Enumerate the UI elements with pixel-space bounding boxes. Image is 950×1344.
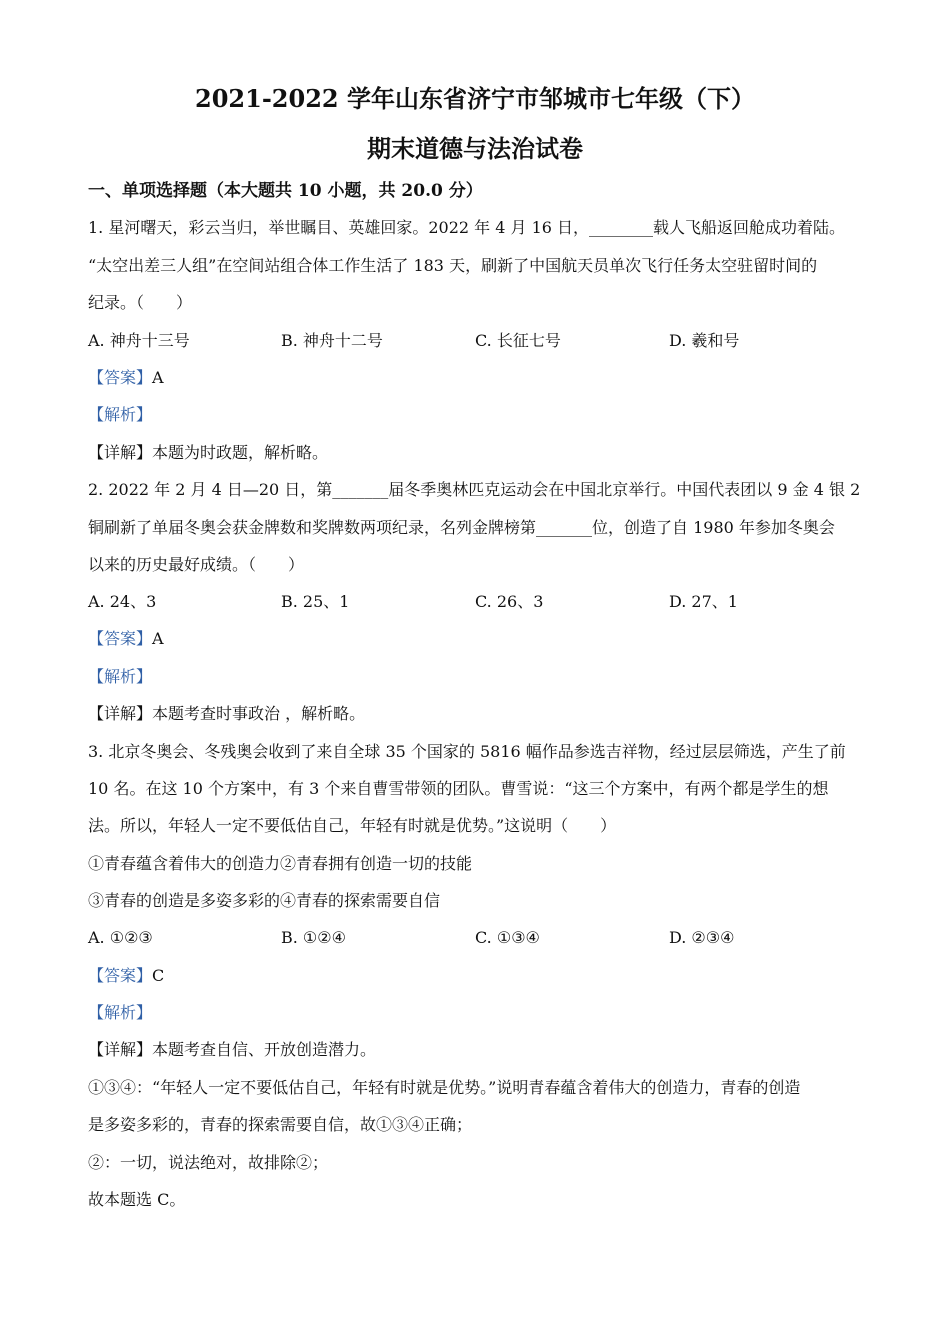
option-b: B. 25、1	[281, 592, 350, 611]
explanation-line: ②：一切，说法绝对，故排除②；	[88, 1153, 329, 1172]
answer-value: C	[152, 966, 165, 985]
detail-text: 本题考查时事政治 ，解析略。	[152, 704, 366, 723]
question-text-line: 10 名。在这 10 个方案中，有 3 个来自曹雪带领的团队。曹雪说：“这三个方案中，有两个都是学生的想	[88, 779, 829, 798]
option-d: D. ②③④	[669, 928, 735, 947]
option-b: B. 神舟十二号	[281, 331, 383, 350]
detail-tag: 【详解】	[88, 704, 153, 723]
analysis-tag: 【解析】	[88, 667, 153, 686]
question-text-line: 法。所以，年轻人一定不要低估自己，年轻有时就是优势。”这说明（ ）	[88, 816, 617, 835]
detail-text: 本题为时政题，解析略。	[152, 443, 329, 462]
answer-tag: 【答案】	[88, 966, 153, 985]
question-text-line: 1. 星河曙天，彩云当归，举世瞩目、英雄回家。2022 年 4 月 16 日，________载人飞船返回舱成功着陆。	[88, 218, 846, 237]
conclusion-line: 故本题选 C。	[88, 1190, 186, 1209]
analysis-line	[88, 666, 152, 688]
detail-line	[88, 1039, 376, 1061]
question-text-line: “太空出差三人组”在空间站组合体工作生活了 183 天，刷新了中国航天员单次飞行任务太空驻留时间的	[88, 256, 818, 275]
option-c: C. 26、3	[475, 592, 544, 611]
option-a: A. 24、3	[88, 592, 157, 611]
analysis-line	[88, 404, 152, 426]
answer-value: A	[152, 629, 164, 648]
option-c: C. ①③④	[475, 928, 540, 947]
answer-tag: 【答案】	[88, 368, 153, 387]
section-heading: 一、单项选择题（本大题共 10 小题，共 20.0 分）	[88, 181, 483, 201]
document-subtitle: 期末道德与法治试卷	[367, 134, 583, 163]
analysis-line	[88, 1002, 152, 1024]
document-title: 2021-2022 学年山东省济宁市邹城市七年级（下）	[195, 84, 755, 113]
explanation-line: 是多姿多彩的，青春的探索需要自信，故①③④正确；	[88, 1115, 473, 1134]
analysis-tag: 【解析】	[88, 1003, 153, 1022]
statement-line: ③青春的创造是多姿多彩的④青春的探索需要自信	[88, 891, 441, 910]
answer-line	[88, 367, 164, 389]
question-text-line: 纪录。（ ）	[88, 293, 193, 312]
option-d: D. 羲和号	[669, 331, 740, 350]
detail-text: 本题考查自信、开放创造潜力。	[152, 1040, 377, 1059]
answer-tag: 【答案】	[88, 629, 153, 648]
detail-line	[88, 703, 365, 725]
statement-line: ①青春蕴含着伟大的创造力②青春拥有创造一切的技能	[88, 854, 473, 873]
explanation-line: ①③④：“年轻人一定不要低估自己，年轻有时就是优势。”说明青春蕴含着伟大的创造力，青春的创造	[88, 1078, 801, 1097]
option-d: D. 27、1	[669, 592, 738, 611]
detail-tag: 【详解】	[88, 1040, 153, 1059]
answer-line	[88, 965, 164, 987]
question-text-line: 3. 北京冬奥会、冬残奥会收到了来自全球 35 个国家的 5816 幅作品参选吉祥物，经过层层筛选，产生了前	[88, 742, 846, 761]
option-a: A. 神舟十三号	[88, 331, 190, 350]
question-text-line: 2. 2022 年 2 月 4 日—20 日，第_______届冬季奥林匹克运动会在中国北京举行。中国代表团以 9 金 4 银 2	[88, 480, 861, 499]
analysis-tag: 【解析】	[88, 405, 153, 424]
option-b: B. ①②④	[281, 928, 346, 947]
question-text-line: 以来的历史最好成绩。（ ）	[88, 555, 305, 574]
detail-tag: 【详解】	[88, 443, 153, 462]
option-a: A. ①②③	[88, 928, 153, 947]
option-c: C. 长征七号	[475, 331, 561, 350]
answer-value: A	[152, 368, 164, 387]
answer-line	[88, 628, 164, 650]
question-text-line: 铜刷新了单届冬奥会获金牌数和奖牌数两项纪录，名列金牌榜第_______位，创造了自 1980 年参加冬奥会	[88, 518, 835, 537]
detail-line	[88, 442, 328, 464]
